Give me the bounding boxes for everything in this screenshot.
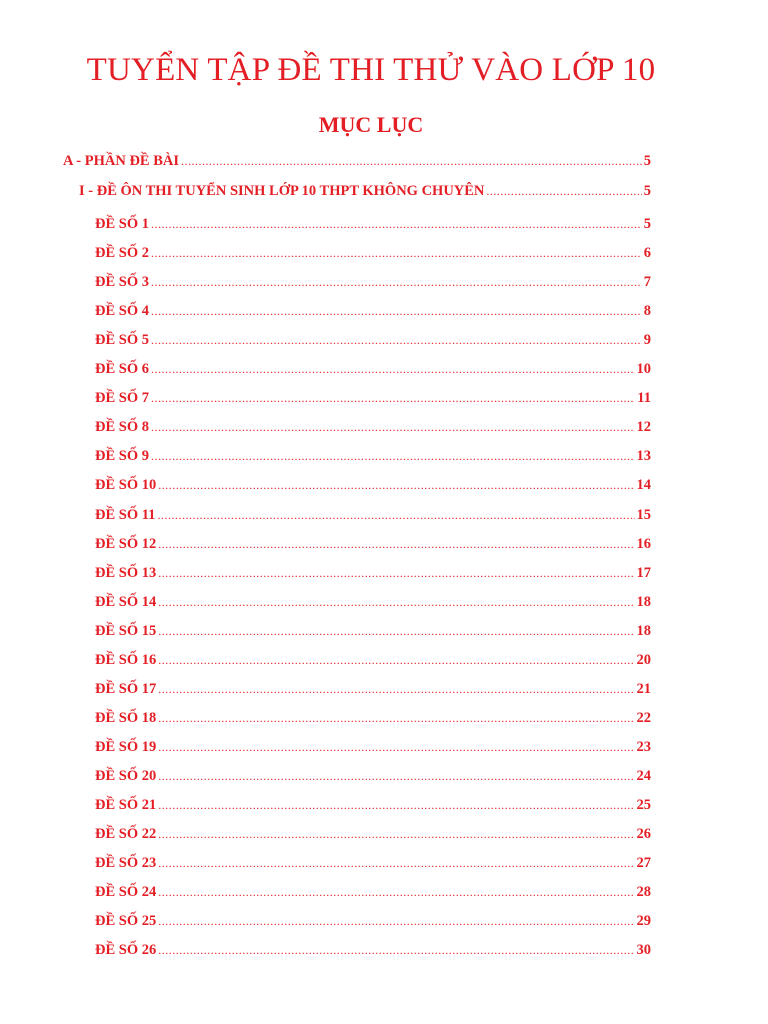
toc-entry-label: ĐỀ SỐ 3 <box>95 274 149 291</box>
toc-entry-page: 12 <box>636 419 651 436</box>
toc-entry-page: 6 <box>643 245 651 262</box>
toc-dot-leader <box>158 590 634 614</box>
toc-dot-leader <box>158 880 634 904</box>
toc-entry[interactable] <box>95 880 651 904</box>
toc-dot-leader <box>181 149 642 173</box>
toc-entry-page: 10 <box>636 361 651 378</box>
toc-entry[interactable] <box>95 793 651 817</box>
toc-entry-page: 17 <box>636 564 651 581</box>
toc-entry-page: 13 <box>636 448 651 465</box>
toc-entry-label: ĐỀ SỐ 17 <box>95 680 157 697</box>
toc-entry-page: 7 <box>643 274 651 291</box>
toc-entry-label: ĐỀ SỐ 16 <box>95 651 157 668</box>
toc-dot-leader <box>158 909 634 933</box>
toc-dot-leader <box>151 212 642 236</box>
toc-entry[interactable] <box>95 241 651 265</box>
toc-entry-page: 21 <box>636 680 651 697</box>
toc-entry[interactable] <box>95 764 651 788</box>
toc-entry-label: ĐỀ SỐ 8 <box>95 419 149 436</box>
toc-entry-page: 18 <box>636 622 651 639</box>
toc-dot-leader <box>158 735 634 759</box>
toc-entry[interactable] <box>95 735 651 759</box>
toc-entry-page: 23 <box>636 738 651 755</box>
document-title: TUYỂN TẬP ĐỀ THI THỬ VÀO LỚP 10 <box>86 52 656 88</box>
toc-entry-label: ĐỀ SỐ 18 <box>95 709 157 726</box>
toc-entry-label: ĐỀ SỐ 23 <box>95 855 157 872</box>
toc-entry-label: ĐỀ SỐ 20 <box>95 767 157 784</box>
toc-dot-leader <box>151 299 642 323</box>
toc-entry-label: ĐỀ SỐ 19 <box>95 738 157 755</box>
toc-dot-leader <box>486 179 641 203</box>
toc-entry-label: ĐỀ SỐ 5 <box>95 332 149 349</box>
toc-entry[interactable] <box>95 619 651 643</box>
toc-dot-leader <box>157 503 634 527</box>
toc-entry-label: ĐỀ SỐ 6 <box>95 361 149 378</box>
toc-entry[interactable] <box>95 212 651 236</box>
toc-entry-label: ĐỀ SỐ 15 <box>95 622 157 639</box>
toc-entry-label: ĐỀ SỐ 12 <box>95 535 157 552</box>
toc-entry-page: 22 <box>636 709 651 726</box>
toc-entry-label: ĐỀ SỐ 1 <box>95 216 149 232</box>
toc-entry[interactable] <box>95 357 651 381</box>
toc-entry-page: 5 <box>643 153 651 169</box>
toc-entry[interactable] <box>95 648 651 672</box>
toc-entry[interactable] <box>95 386 651 410</box>
toc-dot-leader <box>158 938 634 962</box>
toc-entry-label: ĐỀ SỐ 26 <box>95 942 157 959</box>
toc-dot-leader <box>151 357 635 381</box>
toc-dot-leader <box>158 561 634 585</box>
toc-dot-leader <box>158 532 634 556</box>
toc-entry-label: ĐỀ SỐ 11 <box>95 506 156 523</box>
toc-entry-page: 5 <box>643 183 651 199</box>
toc-entry-page: 24 <box>636 767 651 784</box>
toc-entry-label: ĐỀ SỐ 14 <box>95 593 157 610</box>
toc-entry[interactable] <box>95 909 651 933</box>
toc-entry-label: ĐỀ SỐ 9 <box>95 448 149 465</box>
toc-entry[interactable] <box>95 822 651 846</box>
toc-entry[interactable] <box>95 938 651 962</box>
toc-entry[interactable] <box>95 503 651 527</box>
toc-entry-page: 5 <box>643 216 651 232</box>
toc-entry-label: ĐỀ SỐ 2 <box>95 245 149 262</box>
toc-entry-page: 29 <box>636 913 651 930</box>
toc-entry-page: 15 <box>636 506 651 523</box>
toc-entry-label: A - PHẦN ĐỀ BÀI <box>63 153 180 169</box>
toc-entry[interactable] <box>95 706 651 730</box>
toc-entry[interactable] <box>95 328 651 352</box>
toc-entry-label: I - ĐỀ ÔN THI TUYỂN SINH LỚP 10 THPT KHÔNG CHUYÊN <box>79 183 485 199</box>
toc-entry-page: 8 <box>643 303 651 320</box>
toc-entry-page: 28 <box>636 884 651 901</box>
toc-entry-page: 11 <box>637 390 651 407</box>
toc-entry-label: ĐỀ SỐ 13 <box>95 564 157 581</box>
toc-entry-page: 18 <box>636 593 651 610</box>
toc-entry-page: 27 <box>636 855 651 872</box>
toc-dot-leader <box>151 444 635 468</box>
toc-entry-page: 30 <box>636 942 651 959</box>
toc-heading: MỤC LỤC <box>318 112 424 137</box>
toc-entry-label: ĐỀ SỐ 25 <box>95 913 157 930</box>
toc-entry[interactable] <box>95 561 651 585</box>
toc-entry-label: ĐỀ SỐ 24 <box>95 884 157 901</box>
toc-entry-label: ĐỀ SỐ 22 <box>95 826 157 843</box>
toc-dot-leader <box>158 764 634 788</box>
toc-dot-leader <box>158 648 634 672</box>
toc-entry-page: 14 <box>636 477 651 494</box>
toc-entry[interactable] <box>95 590 651 614</box>
toc-entry[interactable] <box>95 444 651 468</box>
toc-dot-leader <box>158 619 634 643</box>
toc-entry-label: ĐỀ SỐ 10 <box>95 477 157 494</box>
toc-entry[interactable] <box>95 270 651 294</box>
toc-entry-page: 26 <box>636 826 651 843</box>
toc-dot-leader <box>151 415 635 439</box>
toc-entry[interactable] <box>95 299 651 323</box>
toc-entry-page: 20 <box>636 651 651 668</box>
toc-dot-leader <box>151 386 635 410</box>
toc-dot-leader <box>151 328 642 352</box>
toc-dot-leader <box>158 851 634 875</box>
toc-dot-leader <box>158 706 634 730</box>
toc-dot-leader <box>158 793 634 817</box>
toc-entry-label: ĐỀ SỐ 4 <box>95 303 149 320</box>
toc-entry-section-a[interactable] <box>63 149 651 173</box>
toc-dot-leader <box>158 822 634 846</box>
toc-entry-page: 25 <box>636 797 651 813</box>
toc-entry[interactable] <box>95 677 651 701</box>
toc-entry-label: ĐỀ SỐ 21 <box>95 797 157 813</box>
toc-dot-leader <box>158 473 634 497</box>
toc-dot-leader <box>151 270 642 294</box>
toc-entry[interactable] <box>95 473 651 497</box>
toc-entry-page: 16 <box>636 535 651 552</box>
toc-dot-leader <box>151 241 642 265</box>
toc-entry-page: 9 <box>643 332 651 349</box>
toc-entry[interactable] <box>95 532 651 556</box>
toc-dot-leader <box>158 677 634 701</box>
toc-entry[interactable] <box>95 415 651 439</box>
toc-entry-section-i[interactable] <box>79 179 651 203</box>
toc-entry[interactable] <box>95 851 651 875</box>
toc-entry-label: ĐỀ SỐ 7 <box>95 390 149 407</box>
